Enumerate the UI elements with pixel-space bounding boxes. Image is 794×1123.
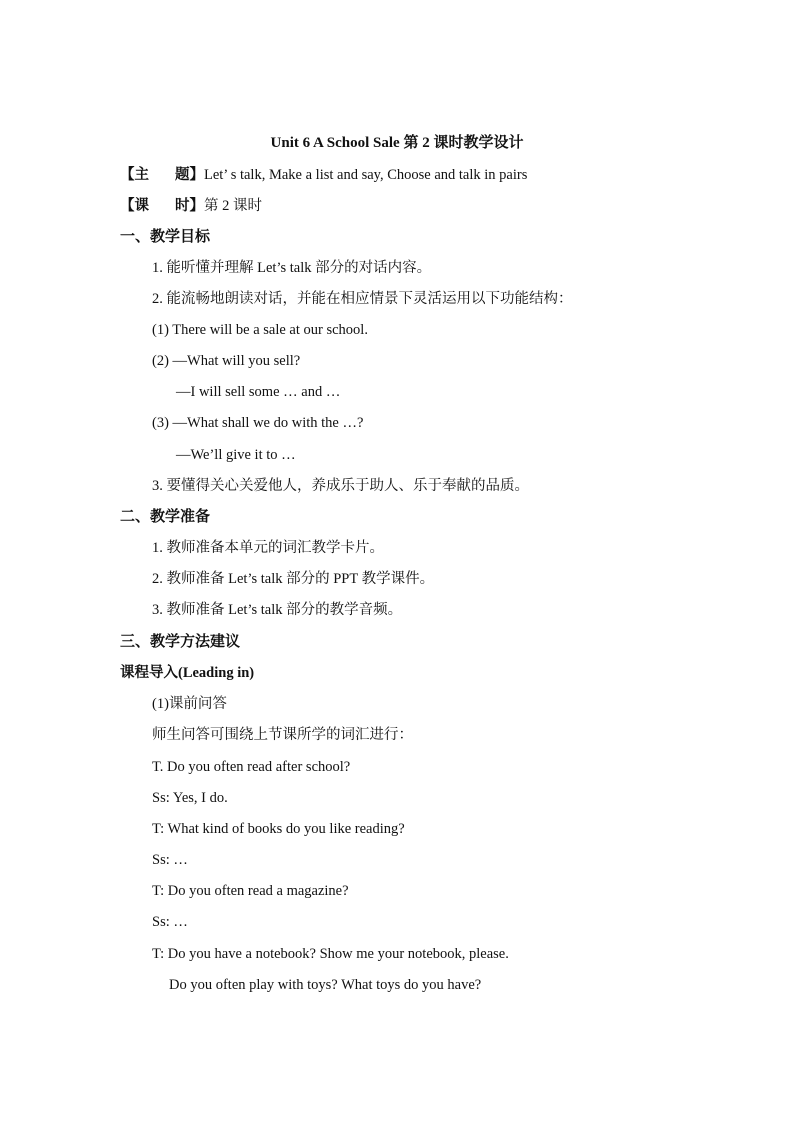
meta-topic [120,165,527,185]
method-line: Ss: Yes, I do. [152,790,228,806]
preparation-line: 3. 教师准备 Let’s talk 部分的教学音频。 [152,602,403,618]
method-line: Do you often play with toys? What toys do you have? [169,977,482,993]
preparation-line: 1. 教师准备本单元的词汇教学卡片。 [152,540,384,556]
method-line: T: Do you often read a magazine? [152,883,349,899]
section-heading-methods: 三、教学方法建议 [120,634,241,650]
method-line: T: What kind of books do you like reading? [152,821,405,837]
method-line: T. Do you often read after school? [152,759,351,775]
subheading-leading-in: 课程导入(Leading in) [120,665,255,681]
objective-line: 1. 能听懂并理解 Let’s talk 部分的对话内容。 [152,260,432,276]
objective-line: —I will sell some … and … [176,384,341,400]
section-heading-preparation: 二、教学准备 [120,509,211,525]
method-line: 师生问答可围绕上节课所学的词汇进行： [152,727,413,743]
objective-line: —We’ll give it to … [176,447,296,463]
objective-line: 3. 要懂得关心关爱他人，养成乐于助人、乐于奉献的品质。 [152,478,529,494]
method-line: T: Do you have a notebook? Show me your notebook, please. [152,946,509,962]
meta-period-value: 第 2 课时 [204,198,262,214]
objective-line: (3) —What shall we do with the …? [152,415,364,431]
section-heading-objectives: 一、教学目标 [120,229,211,245]
preparation-line: 2. 教师准备 Let’s talk 部分的 PPT 教学课件。 [152,571,435,587]
meta-topic-value: Let’ s talk, Make a list and say, Choose and talk in pairs [204,167,528,183]
method-line: (1)课前问答 [152,696,227,712]
meta-period [120,196,262,216]
document-title: Unit 6 A School Sale 第 2 课时教学设计 [270,135,524,151]
meta-topic-label-close: 题】 [175,167,204,183]
meta-topic-label-open: 【主 [120,167,149,183]
meta-period-label-open: 【课 [120,198,149,214]
objective-line: 2. 能流畅地朗读对话，并能在相应情景下灵活运用以下功能结构： [152,291,573,307]
objective-line: (2) —What will you sell? [152,353,301,369]
method-line: Ss: … [152,852,188,868]
meta-period-label-close: 时】 [175,198,204,214]
objective-line: (1) There will be a sale at our school. [152,322,368,338]
method-line: Ss: … [152,914,188,930]
